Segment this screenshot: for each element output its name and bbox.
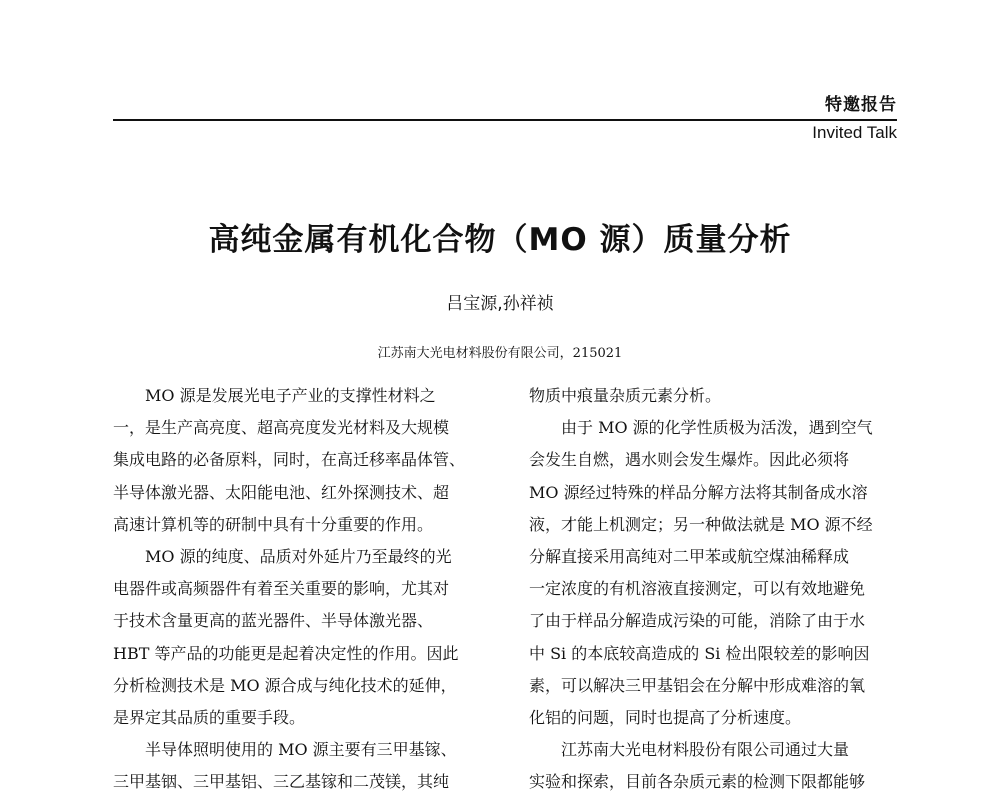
text-line: HBT 等产品的功能更是起着决定性的作用。因此 [113, 643, 459, 663]
header-rule [113, 119, 897, 121]
article-authors: 吕宝源,孙祥祯 [446, 294, 554, 314]
text-line: 一，是生产高亮度、超高亮度发光材料及大规模 [113, 418, 450, 438]
article-affiliation: 江苏南大光电材料股份有限公司，215021 [377, 346, 623, 361]
article-title: 高纯金属有机化合物（MO 源）质量分析 [208, 222, 792, 258]
text-line: 液，才能上机测定；另一种做法就是 MO 源不经 [529, 514, 873, 534]
text-line: 是界定其品质的重要手段。 [113, 708, 306, 728]
text-line: 电器件或高频器件有着至关重要的影响，尤其对 [113, 579, 450, 599]
text-line: 三甲基铟、三甲基铝、三乙基镓和二茂镁，其纯 [113, 772, 450, 792]
text-line: 化铝的问题，同时也提高了分析速度。 [529, 708, 802, 728]
text-line: 半导体激光器、太阳能电池、红外探测技术、超 [113, 482, 450, 502]
text-line: 中 Si 的本底较高造成的 Si 检出限较差的影响因 [529, 643, 870, 663]
text-line: 分解直接采用高纯对二甲苯或航空煤油稀释成 [529, 547, 850, 567]
text-line: MO 源的纯度、品质对外延片乃至最终的光 [145, 547, 452, 567]
text-line: 由于 MO 源的化学性质极为活泼，遇到空气 [561, 418, 873, 438]
section-label-zh: 特邀报告 [825, 95, 897, 115]
text-line: 集成电路的必备原料，同时，在高迁移率晶体管、 [113, 450, 466, 470]
text-line: 高速计算机等的研制中具有十分重要的作用。 [113, 514, 434, 534]
text-line: 一定浓度的有机溶液直接测定，可以有效地避免 [529, 579, 866, 599]
text-line: 半导体照明使用的 MO 源主要有三甲基镓、 [145, 740, 457, 760]
text-line: MO 源是发展光电子产业的支撑性材料之 [145, 386, 436, 405]
body-column-left [113, 380, 483, 799]
text-line: 会发生自燃，遇水则会发生爆炸。因此必须将 [529, 450, 850, 470]
text-line: 江苏南大光电材料股份有限公司通过大量 [561, 740, 850, 760]
text-line: 了由于样品分解造成污染的可能，消除了由于水 [529, 611, 866, 631]
text-line: 物质中痕量杂质元素分析。 [529, 386, 722, 405]
text-line: 分析检测技术是 MO 源合成与纯化技术的延伸， [113, 675, 457, 695]
text-line: 实验和探索，目前各杂质元素的检测下限都能够 [529, 772, 866, 792]
section-label-en: Invited Talk [812, 123, 897, 142]
text-line: MO 源经过特殊的样品分解方法将其制备成水溶 [529, 482, 868, 502]
text-line: 素，可以解决三甲基铝会在分解中形成难溶的氧 [529, 675, 866, 695]
text-line: 于技术含量更高的蓝光器件、半导体激光器、 [113, 611, 434, 631]
body-column-right [529, 380, 899, 799]
